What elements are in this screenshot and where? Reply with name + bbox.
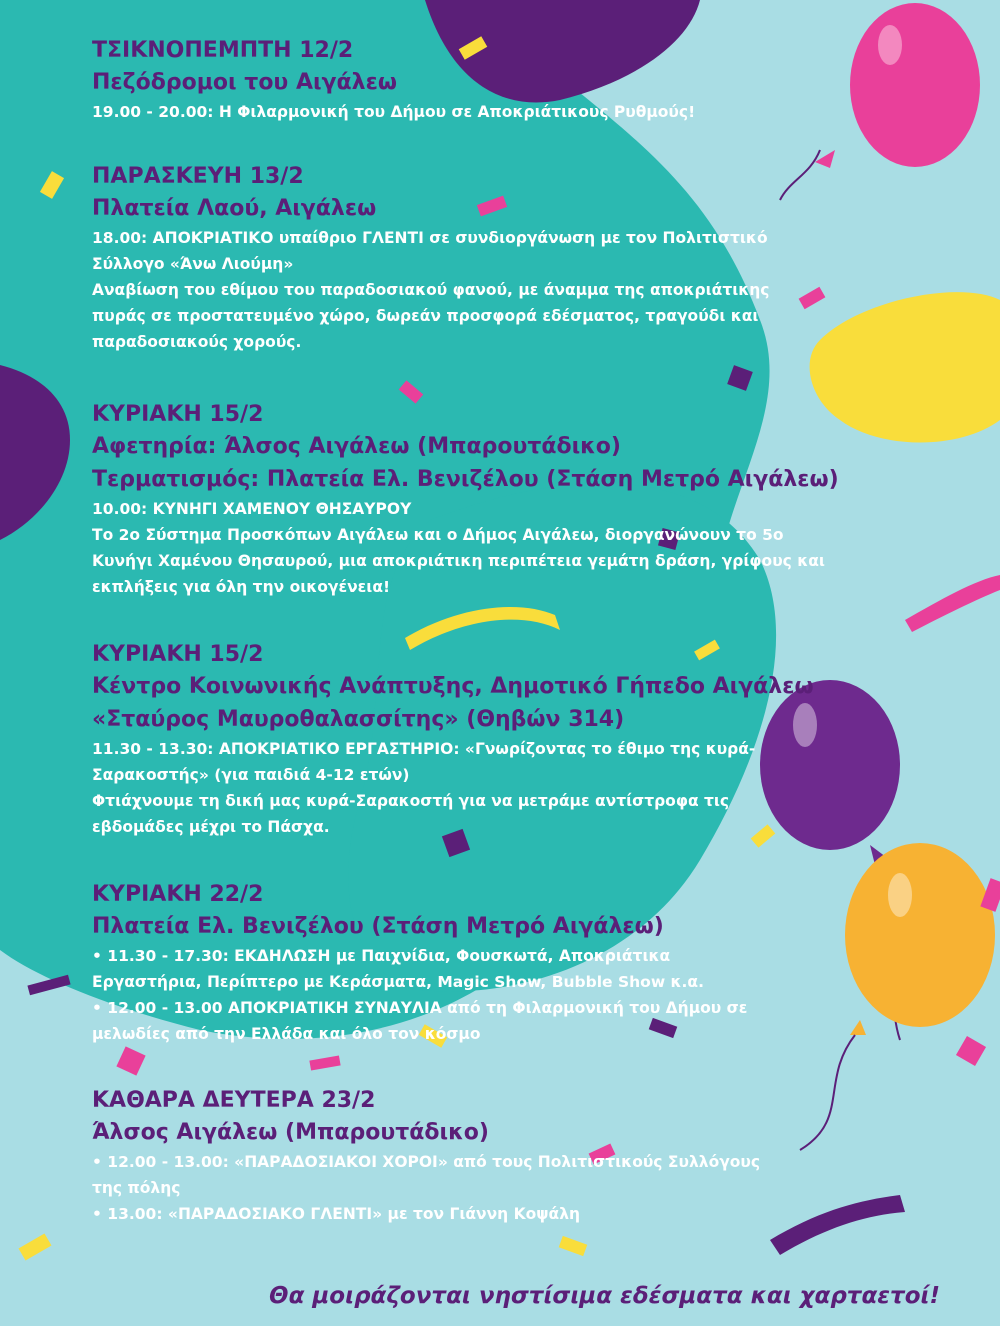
event-location: Πεζόδρομοι του Αιγάλεω xyxy=(92,70,397,95)
event-line: Σαρακοστής» (για παιδιά 4-12 ετών) xyxy=(92,766,410,784)
event-line: Κυνήγι Χαμένου Θησαυρού, μια αποκριάτικη περιπέτεια γεμάτη δράση, γρίφους και xyxy=(92,552,825,570)
event-block xyxy=(92,1086,932,1227)
event-line: • 12.00 - 13.00 ΑΠΟΚΡΙΑΤΙΚΗ ΣΥΝΑΥΛΙΑ από τη Φιλαρμονική του Δήμου σε xyxy=(92,999,748,1017)
event-line: Σύλλογο «Άνω Λιούμη» xyxy=(92,255,294,273)
event-location: «Σταύρος Μαυροθαλασσίτης» (Θηβών 314) xyxy=(92,707,625,732)
confetti xyxy=(19,1233,52,1260)
event-date: ΚΥΡΙΑΚΗ 22/2 xyxy=(92,882,264,907)
event-location: Άλσος Αιγάλεω (Μπαρουτάδικο) xyxy=(92,1120,489,1145)
event-line: Το 2ο Σύστημα Προσκόπων Αιγάλεω και ο Δήμος Αιγάλεω, διοργανώνουν το 5ο xyxy=(92,526,784,544)
event-block xyxy=(92,36,932,162)
event-block xyxy=(92,880,932,1086)
event-line: εκπλήξεις για όλη την οικογένεια! xyxy=(92,578,391,596)
event-line: εβδομάδες μέχρι το Πάσχα. xyxy=(92,818,330,836)
event-date: ΤΣΙΚΝΟΠΕΜΠΤΗ 12/2 xyxy=(92,38,354,63)
event-line: Εργαστήρια, Περίπτερο με Κεράσματα, Magic Show, Bubble Show κ.α. xyxy=(92,973,704,991)
event-list xyxy=(92,36,932,1227)
event-date: ΚΥΡΙΑΚΗ 15/2 xyxy=(92,402,264,427)
event-line: • 12.00 - 13.00: «ΠΑΡΑΔΟΣΙΑΚΟΙ ΧΟΡΟΙ» από τους Πολιτιστικούς Συλλόγους xyxy=(92,1153,761,1171)
event-line: της πόλης xyxy=(92,1179,181,1197)
confetti xyxy=(956,1036,986,1066)
event-line: 18.00: ΑΠΟΚΡΙΑΤΙΚΟ υπαίθριο ΓΛΕΝΤΙ σε συνδιοργάνωση με τον Πολιτιστικό xyxy=(92,229,768,247)
event-line: • 13.00: «ΠΑΡΑΔΟΣΙΑΚΟ ΓΛΕΝΤΙ» με τον Γιάννη Κοψάλη xyxy=(92,1205,581,1223)
event-date: ΚΑΘΑΡΑ ΔΕΥΤΕΡΑ 23/2 xyxy=(92,1088,376,1113)
event-line: 10.00: ΚΥΝΗΓΙ ΧΑΜΕΝΟΥ ΘΗΣΑΥΡΟΥ xyxy=(92,500,412,518)
event-line: 19.00 - 20.00: Η Φιλαρμονική του Δήμου σε Αποκριάτικους Ρυθμούς! xyxy=(92,103,696,121)
event-line: Αναβίωση του εθίμου του παραδοσιακού φανού, με άναμμα της αποκριάτικης xyxy=(92,281,770,299)
event-location: Κέντρο Κοινωνικής Ανάπτυξης, Δημοτικό Γήπεδο Αιγάλεω xyxy=(92,674,814,699)
event-block xyxy=(92,400,932,640)
event-location: Πλατεία Λαού, Αιγάλεω xyxy=(92,196,377,221)
event-line: Φτιάχνουμε τη δική μας κυρά-Σαρακοστή για να μετράμε αντίστροφα τις xyxy=(92,792,730,810)
confetti xyxy=(559,1236,588,1256)
event-location: Αφετηρία: Άλσος Αιγάλεω (Μπαρουτάδικο) xyxy=(92,434,621,459)
event-block xyxy=(92,162,932,400)
event-date: ΠΑΡΑΣΚΕΥΗ 13/2 xyxy=(92,164,304,189)
event-location: Τερματισμός: Πλατεία Ελ. Βενιζέλου (Στάση Μετρό Αιγάλεω) xyxy=(92,467,839,492)
event-line: 11.30 - 13.30: ΑΠΟΚΡΙΑΤΙΚΟ ΕΡΓΑΣΤΗΡΙΟ: «Γνωρίζοντας το έθιμο της κυρά- xyxy=(92,740,756,758)
event-line: παραδοσιακούς χορούς. xyxy=(92,333,302,351)
event-line: • 11.30 - 17.30: ΕΚΔΗΛΩΣΗ με Παιχνίδια, Φουσκωτά, Αποκριάτικα xyxy=(92,947,671,965)
event-line: μελωδίες από την Ελλάδα και όλο τον κόσμο xyxy=(92,1025,481,1043)
event-date: ΚΥΡΙΑΚΗ 15/2 xyxy=(92,642,264,667)
footer-note: Θα μοιράζονται νηστίσιμα εδέσματα και χαρταετοί! xyxy=(269,1283,940,1309)
event-line: πυράς σε προστατευμένο χώρο, δωρεάν προσφορά εδέσματος, τραγούδι και xyxy=(92,307,759,325)
event-block xyxy=(92,640,932,880)
event-location: Πλατεία Ελ. Βενιζέλου (Στάση Μετρό Αιγάλεω) xyxy=(92,914,664,939)
